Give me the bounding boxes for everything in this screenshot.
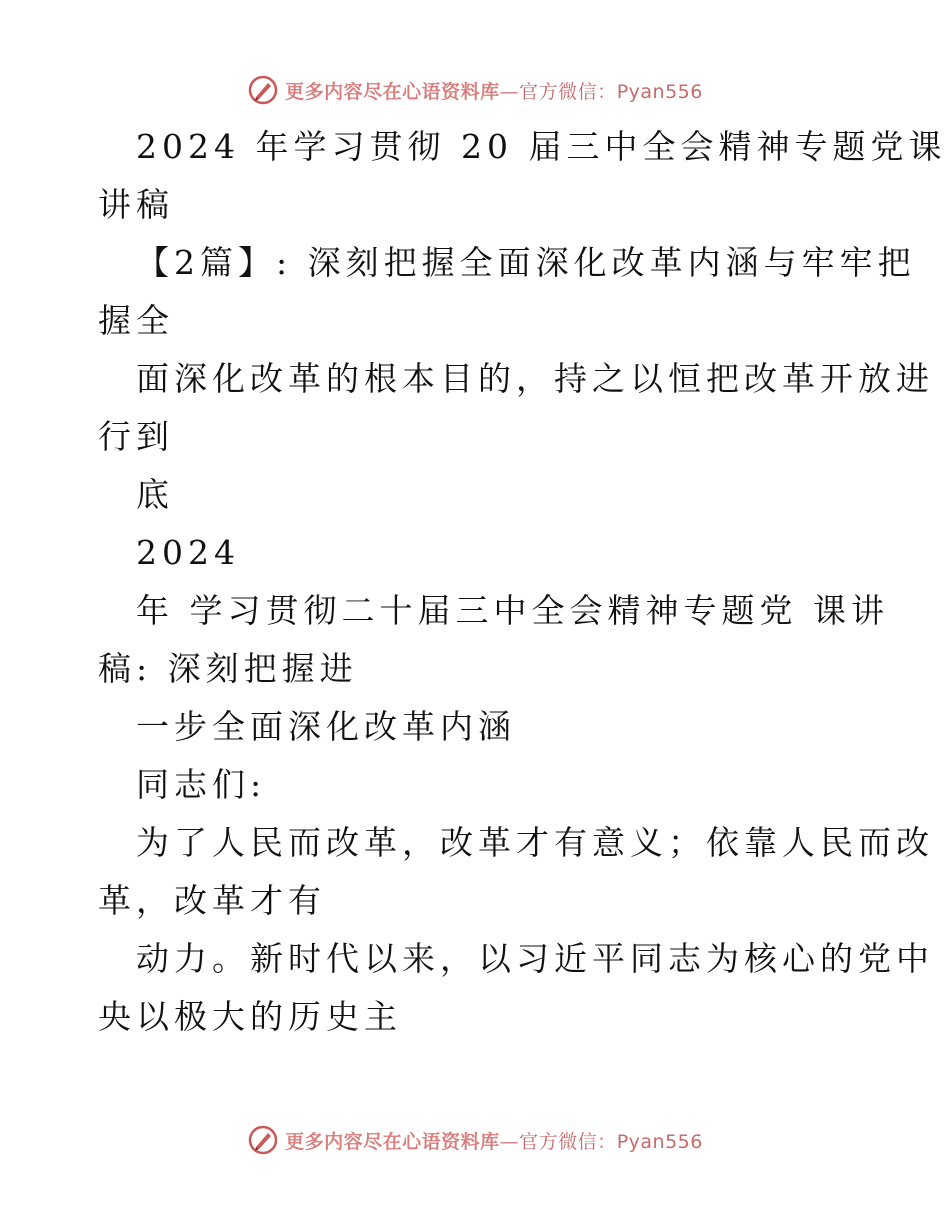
pen-in-circle-icon — [247, 74, 279, 106]
watermark-brand: 更多内容尽在心语资料库 — [285, 1130, 500, 1153]
text-line: 为了人民而改革，改革才有意义；依靠人民而改 — [136, 823, 934, 862]
text-line: 讲稿 — [98, 185, 174, 224]
watermark-brand: 更多内容尽在心语资料库 — [285, 80, 500, 103]
watermark-separator: — — [499, 80, 520, 103]
watermark-wechat-id: Pyan556 — [616, 1130, 703, 1153]
text-line: 动力。新时代以来，以习近平同志为核心的党中 — [136, 939, 934, 978]
watermark-separator: — — [499, 1130, 520, 1153]
text-line: 【2篇】: 深刻把握全面深化改革内涵与牢牢把 — [136, 243, 916, 282]
text-line: 底 — [136, 475, 174, 514]
watermark-wechat-label: 官方微信： — [519, 80, 617, 103]
text-line: 2024 — [136, 533, 240, 572]
text-line: 一步全面深化改革内涵 — [136, 707, 516, 746]
text-line: 同志们: — [136, 765, 267, 804]
footer-watermark — [0, 1120, 950, 1160]
document-body — [98, 118, 947, 1046]
header-watermark — [0, 70, 950, 110]
text-line: 行到 — [98, 417, 174, 456]
text-line: 面深化改革的根本目的，持之以恒把改革开放进 — [136, 359, 934, 398]
watermark-text — [285, 77, 703, 104]
text-line: 年 学习贯彻二十届三中全会精神专题党 课讲 — [136, 591, 889, 630]
text-line: 革，改革才有 — [98, 881, 326, 920]
text-line: 2024 年学习贯彻 20 届三中全会精神专题党课 — [136, 127, 947, 166]
pen-in-circle-icon — [247, 1124, 279, 1156]
watermark-wechat-label: 官方微信： — [519, 1130, 617, 1153]
text-line: 稿: 深刻把握进 — [98, 649, 358, 688]
watermark-wechat-id: Pyan556 — [616, 80, 703, 103]
text-line: 握全 — [98, 301, 174, 340]
text-line: 央以极大的历史主 — [98, 997, 402, 1036]
watermark-text — [285, 1127, 703, 1154]
